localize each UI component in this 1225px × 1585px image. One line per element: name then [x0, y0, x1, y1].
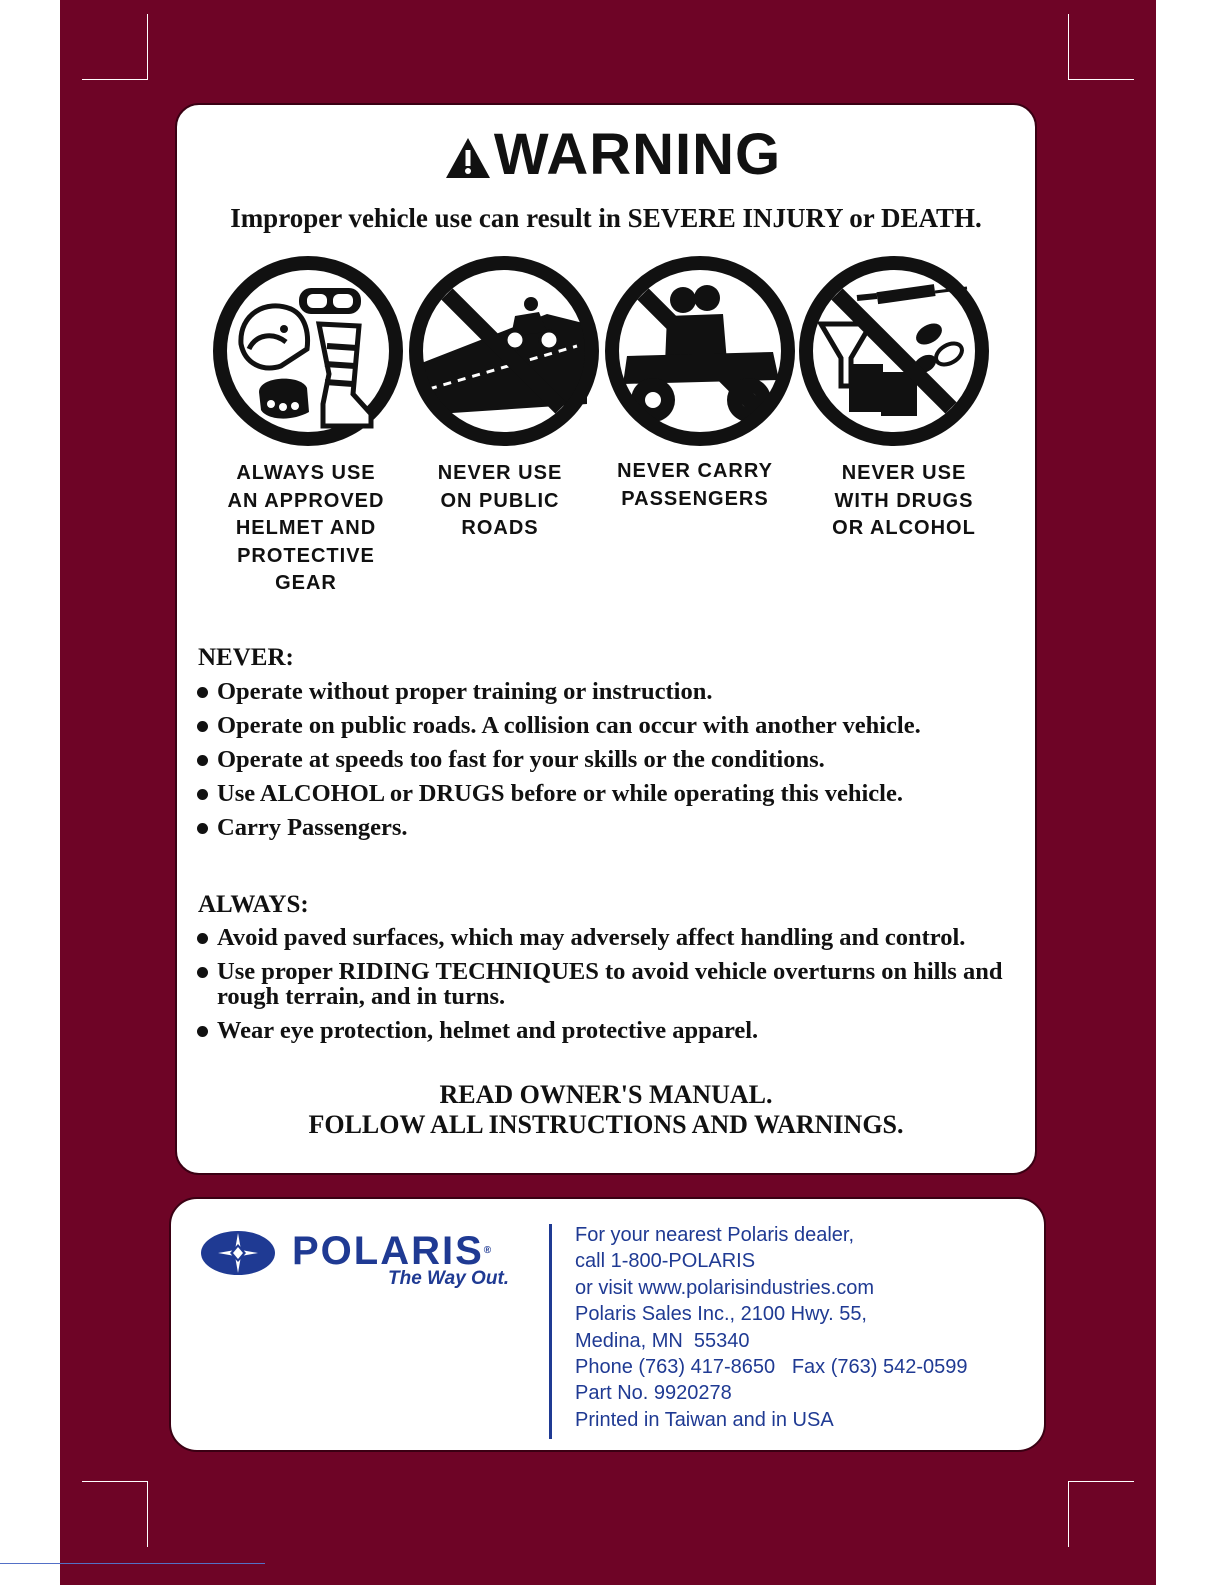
list-item [195, 747, 921, 772]
contact-line: or visit www.polarisindustries.com [575, 1276, 874, 1299]
contact-line: Medina, MN 55340 [575, 1329, 750, 1352]
contact-line: Printed in Taiwan and in USA [575, 1408, 834, 1431]
bullet-icon [197, 687, 208, 698]
list-item [195, 713, 921, 738]
list-item [195, 781, 921, 806]
contact-divider [549, 1224, 552, 1439]
polaris-star-logo-icon [200, 1230, 276, 1276]
closing-line: READ OWNER'S MANUAL. [439, 1080, 773, 1109]
list-item-text: Avoid paved surfaces, which may adversely affect handling and control. [217, 924, 966, 951]
no-passengers-icon [603, 254, 797, 448]
warning-heading [0, 120, 1225, 196]
bullet-icon [197, 789, 208, 800]
bullet-icon [197, 755, 208, 766]
pictogram-caption: NEVER CARRY PASSENGERS [617, 460, 773, 510]
brand-tagline: The Way Out. [388, 1268, 510, 1289]
list-item-text: Operate on public roads. A collision can occur with another vehicle. [217, 712, 921, 739]
never-heading: NEVER: [198, 644, 294, 671]
list-item-text: Operate at speeds too fast for your skills or the conditions. [217, 746, 825, 773]
list-item [195, 679, 921, 704]
warning-triangle-icon [444, 126, 492, 196]
list-item-text: Wear eye protection, helmet and protective apparel. [217, 1017, 759, 1044]
bullet-icon [197, 1026, 208, 1037]
never-list [195, 679, 921, 849]
closing-line: FOLLOW ALL INSTRUCTIONS AND WARNINGS. [308, 1110, 904, 1139]
pictogram-caption: ALWAYS USE AN APPROVED HELMET AND PROTECTIVE GEAR [227, 462, 385, 594]
contact-line: call 1-800-POLARIS [575, 1250, 756, 1273]
bottom-rule [0, 1563, 265, 1564]
crop-mark [1068, 1481, 1134, 1482]
crop-mark [1068, 79, 1134, 80]
contact-line: Phone (763) 417-8650 Fax (763) 542-0599 [575, 1356, 968, 1379]
list-item-text: Carry Passengers. [217, 814, 408, 841]
warning-subtitle: Improper vehicle use can result in SEVERE INJURY or DEATH. [230, 203, 982, 233]
list-item [195, 1018, 1025, 1043]
helmet-protective-gear-icon [211, 254, 405, 448]
crop-mark [1068, 1481, 1069, 1547]
contact-line: Polaris Sales Inc., 2100 Hwy. 55, [575, 1303, 867, 1326]
list-item [195, 925, 1025, 950]
no-public-roads-icon [407, 254, 601, 448]
closing-instructions [175, 1080, 1037, 1140]
no-drugs-alcohol-icon [797, 254, 991, 448]
crop-mark [147, 14, 148, 80]
warning-title: WARNING [493, 122, 782, 187]
bullet-icon [197, 933, 208, 944]
contact-info [575, 1222, 968, 1433]
always-heading: ALWAYS: [198, 891, 309, 918]
pictogram-caption: NEVER USE ON PUBLIC ROADS [437, 462, 563, 539]
list-item-text: Use proper RIDING TECHNIQUES to avoid vehicle overturns on hills and rough terrain, and in turns. [217, 958, 1003, 1010]
list-item-text: Use ALCOHOL or DRUGS before or while operating this vehicle. [217, 780, 903, 807]
bullet-icon [197, 721, 208, 732]
brand-name [292, 1229, 491, 1273]
list-item [195, 815, 921, 840]
crop-mark [147, 1481, 148, 1547]
list-item-text: Operate without proper training or instruction. [217, 678, 713, 705]
contact-line: For your nearest Polaris dealer, [575, 1224, 855, 1246]
pictogram-caption: NEVER USE WITH DRUGS OR ALCOHOL [832, 462, 976, 539]
bullet-icon [197, 967, 208, 978]
crop-mark [82, 1481, 148, 1482]
registered-mark: ® [483, 1245, 492, 1256]
brand-wordmark: POLARIS [292, 1229, 484, 1273]
always-list [195, 925, 1025, 1052]
crop-mark [82, 79, 148, 80]
list-item [195, 959, 1025, 1009]
bullet-icon [197, 823, 208, 834]
contact-line: Part No. 9920278 [575, 1382, 732, 1405]
crop-mark [1068, 14, 1069, 80]
